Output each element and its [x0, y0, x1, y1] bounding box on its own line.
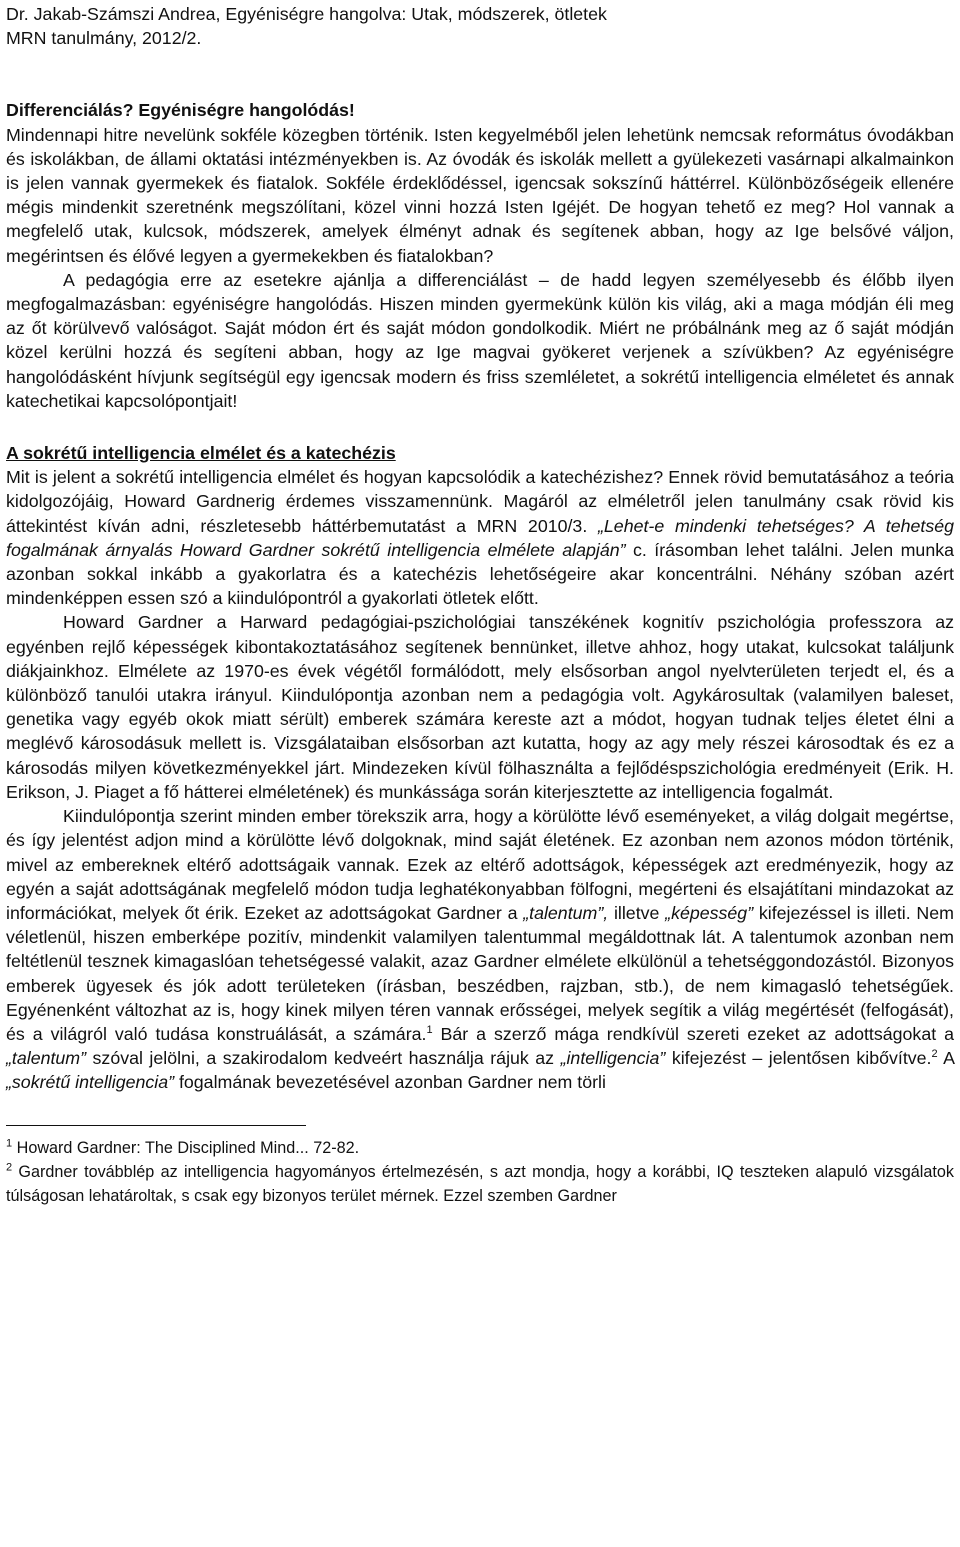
- header-line-1: Dr. Jakab-Számszi Andrea, Egyéniségre hangolva: Utak, módszerek, ötletek: [6, 4, 607, 24]
- paragraph-pedagogy: A pedagógia erre az esetekre ajánlja a differenciálást – de hadd legyen személyesebb és élőbb ilyen megfogalmazásban: egyéniségre hangolódás. Hiszen minden gyermekünk külön kis világ, aki a maga módján éli meg az őt körülvevő valóságot. Saját módon ért és saját módon gondolkodik. Miért ne próbálnánk meg az ő saját módján közel kerülni hozzá és segíteni abban, hogy az Ige magvai gyökeret verjenek a szívükben? Az egyéniségre hangolódásként hívjunk segítségül egy igencsak modern és friss szemléletet, a sokrétű intelligencia elméletet és annak katechetikai kapcsolópontjait!: [6, 269, 954, 411]
- footnote-separator: [6, 1125, 306, 1126]
- paragraph-starting-point: Kiindulópontja szerint minden ember törekszik arra, hogy a körülötte lévő eseményeket, a világ dolgait megértse, és így jelentést adjon mind a körülötte lévő dolgoknak, mind saját életének. Ez azonban nem azonos módon történik, mivel az embereknek eltérő adottságaik vannak. Ezek az eltérő adottságok, képességek azt eredményezik, hogy az egyén a saját adottságának megfelelő módon tudja leghatékonyabban fölfogni, megérteni és elsajátítani mindazokat az információkat, melyek őt érik. Ezeket az adottságokat Gardner a „talentum”, illetve „képesség” kifejezéssel is illeti. Nem véletlenül, hiszen emberképe pozitív, mindenkit valamilyen talentummal megáldottnak lát. A talentumok azonban nem feltétlenül tesznek kimagaslóan tehetségessé valakit, azaz Gardner elmélete elkülönül a tehetséggondozástól. Bizonyos emberek ügyesek és jók adott területeken (írásban, beszédben, rajzban, stb.), de nem kimagasló tehetségűek. Egyénenként változhat az is, hogy kinek milyen téren vannak erősségei, melyek segítik a világ megértését (felfogását), és a világról való tudása konstruálását, a számára.$^1$ Bár a szerző mága rendkívül szereti ezeket az adottságokat a „talentum” szóval jelölni, a szakirodalom kedveért használja rájuk az „intelligencia” kifejezést – jelentősen kibővítve.$^2$ A „sokrétű intelligencia” fogalmának bevezetésével azonban Gardner nem törli: [6, 806, 955, 1093]
- footnote-1: $^1$ Howard Gardner: The Disciplined Mind... 72-82.: [6, 1137, 360, 1157]
- footnote-ref-1[interactable]: 1: [426, 1024, 433, 1036]
- paragraph-intro: Mindennapi hitre nevelünk sokféle közegben történik. Isten kegyelméből jelen lehetünk nemcsak református óvodákban és iskolákban, de állami oktatási intézményekben is. Az óvodák és iskolák mellett a gyülekezeti vasárnapi alkalmainkon is jelen vannak gyermekek és fiatalok. Sokféle érdeklődéssel, igencsak sokszínű háttérrel. Különbözőségeik ellenére mégis mindenkit szeretnénk megszólítani, közel vinni hozzá Isten Igéjét. De hogyan tehető ez meg? Hol vannak a megfelelő utak, kulcsok, módszerek, amelyek élményt adnak és segítenek abban, hogy az Ige belsővé váljon, megérintsen és élővé legyen a gyermekekben és fiatalokban?: [6, 124, 954, 266]
- section-title-multiple-intelligence: A sokrétű intelligencia elmélet és a katechézis: [6, 443, 396, 464]
- section-title-differentiation: Differenciálás? Egyéniségre hangolódás!: [6, 100, 355, 121]
- document-page: [0, 2, 960, 1547]
- header-line-2: MRN tanulmány, 2012/2.: [6, 28, 202, 49]
- cited-article-title: „Lehet-e mindenki tehetséges? A tehetség fogalmának árnyalás Howard Gardner sokrétű intelligencia elmélete alapján”: [6, 515, 954, 560]
- paragraph-gardner-background: Howard Gardner a Harward pedagógiai-pszichológiai tanszékének kognitív pszichológia professzora az egyénben rejlő képességek kibontakoztatásához segítenek bennünket, illetve ahhoz, hogy utakat, kulcsokat találjunk diákjainkhoz. Elmélete az 1970-es évek végétől formálódott, mely elsősorban angol nyelvterületen terjedt el, és a különböző tanulói utakra irányul. Kiindulópontja azonban nem a pedagógia volt. Agykárosultak (valamilyen baleset, genetika vagy egyéb okok miatt sérült) emberek számára kereste azt a módot, hogyan tudnak teljes életet élni a meglévő károsodásuk mellett is. Vizsgálataiban elsősorban azt kutatta, hogy az agy mely részei károsodtak és ez a károsodás milyen következményekkel járt. Mindezeken kívül fölhasználta a fejlődéspszichológia eredményeit (Erik. H. Erikson, J. Piaget a fő hátterei elméletének) és munkássága során kiterjesztette az intelligencia fogalmát.: [6, 612, 954, 802]
- spacer: [6, 413, 954, 437]
- footnote-2: $^2$ Gardner továbblép az intelligencia hagyományos értelmezésén, s azt mondja, hogy a korábbi, IQ teszteken alapuló vizsgálatok túlságosan lehatároltak, s csak egy bizonyos terület mérnek. Ezzel szemben Gardner: [6, 1161, 955, 1205]
- page-header: [6, 2, 954, 50]
- paragraph-theory-intro: Mit is jelent a sokrétű intelligencia elmélet és hogyan kapcsolódik a katechézishez? Ennek rövid bemutatásához a teória kidolgozójáig, Howard Gardnerig érdemes visszamennünk. Magáról az elméletről jelen tanulmány csak rövid kis áttekintést kíván adni, részletesebb háttérbemutatást a MRN 2010/3. „Lehet-e mindenki tehetséges? A tehetség fogalmának árnyalás Howard Gardner sokrétű intelligencia elmélete alapján” c. írásomban lehet találni. Jelen munka azonban sokkal inkább a gyakorlatra és a katechézis lehetőségeire akar koncentrálni. Néhány szóban azért mindenképpen essen szó a kiindulópontról a gyakorlati ötletek előtt.: [6, 467, 954, 609]
- footnote-ref-2[interactable]: 2: [931, 1048, 938, 1061]
